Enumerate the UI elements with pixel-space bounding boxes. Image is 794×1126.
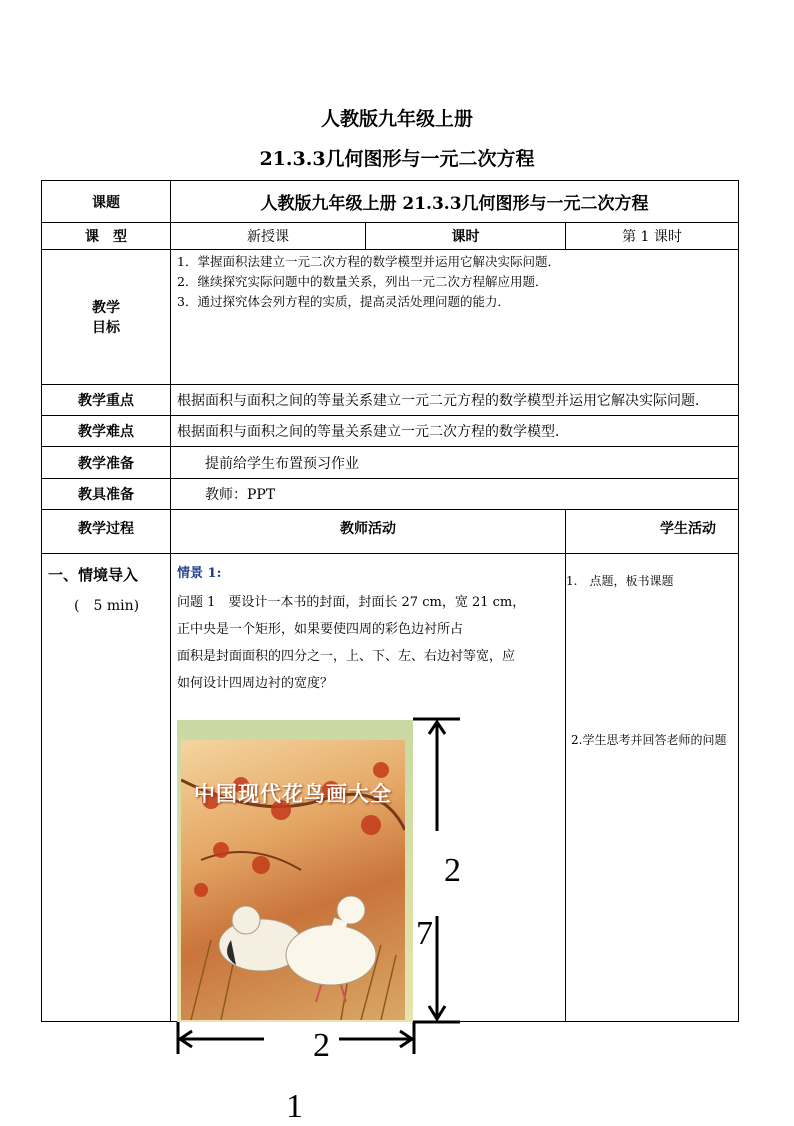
- scene-title: 情景 1:: [177, 566, 222, 581]
- width-dimension-arrow: [174, 1022, 420, 1054]
- process-label: 教学过程: [42, 510, 171, 554]
- cover-title: 中国现代花鸟画大全: [194, 781, 392, 806]
- height-label-digit2: 7: [416, 915, 433, 952]
- width-label-digit1: 2: [313, 1027, 330, 1064]
- difficulty-label: 教学难点: [42, 416, 171, 447]
- tools-value: 教师：PPT: [171, 479, 739, 510]
- goals-list: [171, 250, 739, 385]
- stage-cell: [42, 554, 171, 1022]
- period-value: 第 1 课时: [566, 223, 739, 250]
- problem-line: 面积是封面面积的四分之一，上、下、左、右边衬等宽，应: [177, 649, 516, 664]
- goals-label-line2: 目标: [92, 320, 120, 336]
- topic-value: 人教版九年级上册 21.3.3几何图形与一元二次方程: [171, 181, 739, 223]
- width-label-digit2: 1: [286, 1088, 303, 1125]
- student-activity-2: 2.学生思考并回答老师的问题: [571, 733, 727, 747]
- student-activity-1: 1. 点题，板书课题: [566, 574, 674, 588]
- student-activity-label: 学生活动: [566, 510, 739, 554]
- teacher-activity-label: 教师活动: [171, 510, 566, 554]
- type-label: 课 型: [42, 223, 171, 250]
- goal-item: 3．通过探究体会列方程的实质，提高灵活处理问题的能力．: [177, 294, 510, 309]
- doc-title-line1: 人教版九年级上册: [320, 108, 473, 130]
- period-label: 课时: [366, 223, 566, 250]
- topic-label: 课题: [42, 181, 171, 223]
- problem-line: 正中央是一个矩形，如果要使四周的彩色边衬所占: [177, 622, 464, 637]
- doc-title-line2: 21.3.3几何图形与一元二次方程: [259, 148, 535, 170]
- problem-text: [171, 589, 565, 697]
- student-activity-cell: [566, 554, 739, 1022]
- stage-time: ( 5 min): [74, 598, 140, 614]
- goals-label-line1: 教学: [92, 300, 120, 316]
- key-value: 根据面积与面积之间的等量关系建立一元二元方程的数学模型并运用它解决实际问题．: [171, 385, 739, 416]
- problem-line: 问题 1 要设计一本书的封面，封面长 27 cm，宽 21 cm，: [177, 595, 526, 610]
- goal-item: 2．继续探究实际问题中的数量关系，列出一元二次方程解应用题．: [177, 274, 548, 289]
- prep-label: 教学准备: [42, 447, 171, 479]
- height-label-digit1: 2: [444, 852, 461, 889]
- tools-label: 教具准备: [42, 479, 171, 510]
- type-value: 新授课: [171, 223, 366, 250]
- book-cover-image: [177, 720, 413, 1022]
- prep-value: 提前给学生布置预习作业: [171, 447, 739, 479]
- goals-label: [42, 250, 171, 385]
- cover-painting: [181, 740, 405, 1020]
- stage-label: 一、情境导入: [48, 566, 139, 584]
- problem-line: 如何设计四周边衬的宽度？: [177, 676, 334, 691]
- goal-item: 1．掌握面积法建立一元二次方程的数学模型并运用它解决实际问题．: [177, 254, 560, 269]
- difficulty-value: 根据面积与面积之间的等量关系建立一元二次方程的数学模型．: [171, 416, 739, 447]
- key-label: 教学重点: [42, 385, 171, 416]
